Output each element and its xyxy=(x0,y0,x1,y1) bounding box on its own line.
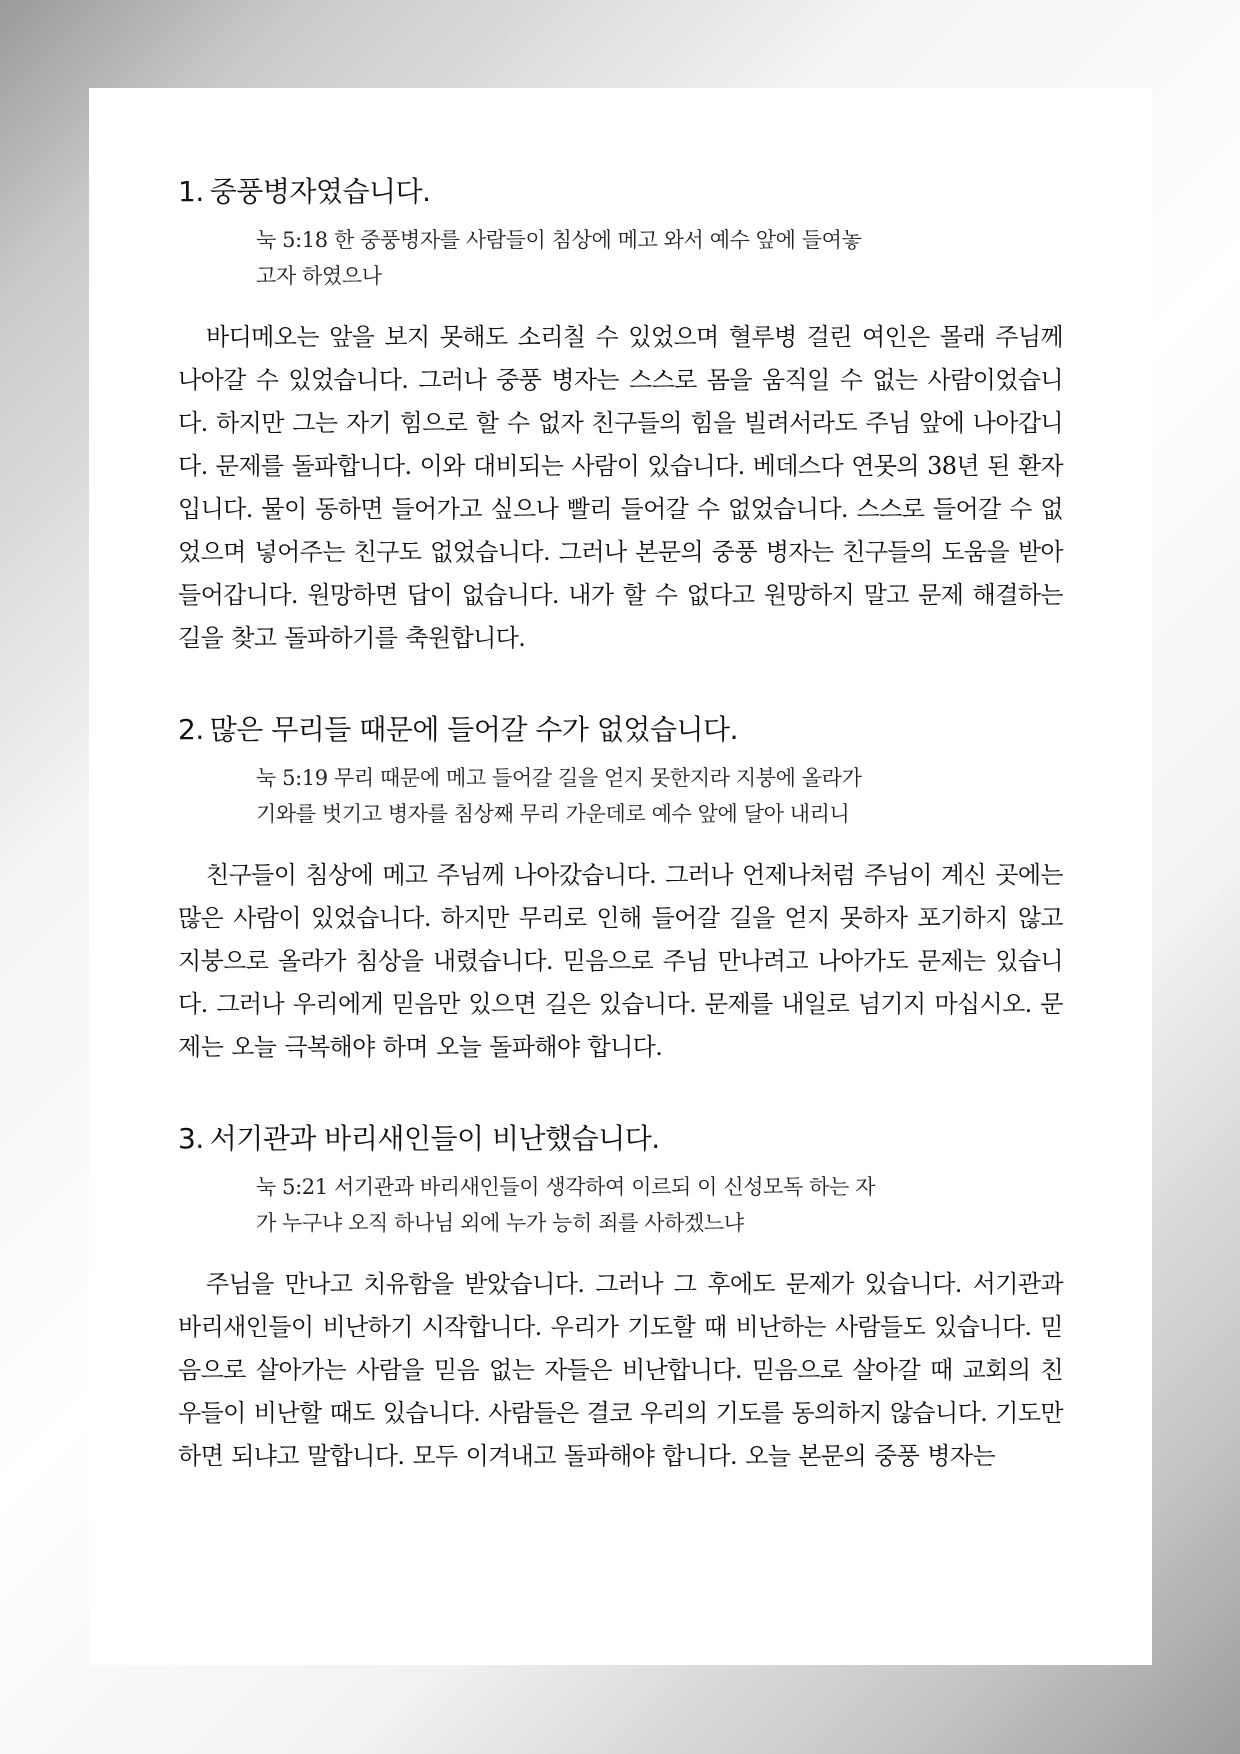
body-paragraph: 친구들이 침상에 메고 주님께 나아갔습니다. 그러나 언제나처럼 주님이 계신 곳에는 많은 사람이 있었습니다. 하지만 무리로 인해 들어갈 길을 얻지 못하자 포기하지 않고 지붕으로 올라가 침상을 내렸습니다. 믿음으로 주님 만나려고 나아가도 문제는 있습니다. 그러나 우리에게 믿음만 있으면 길은 있습니다. 문제를 내일로 넘기지 마십시오. 문제는 오늘 극복해야 하며 오늘 돌파해야 합니다. xyxy=(178,861,1063,1061)
section-number: 3. xyxy=(178,1122,204,1155)
scripture-quote: 눅 5:21 서기관과 바리새인들이 생각하여 이르되 이 신성모독 하는 자가 누구냐 오직 하나님 외에 누가 능히 죄를 사하겠느냐 xyxy=(256,1175,876,1235)
section-heading xyxy=(178,172,1063,212)
document-page xyxy=(89,88,1152,1665)
body-paragraph: 주님을 만나고 치유함을 받았습니다. 그러나 그 후에도 문제가 있습니다. 서기관과 바리새인들이 비난하기 시작합니다. 우리가 기도할 때 비난하는 사람들도 있습니다. 믿음으로 살아가는 사람을 믿음 없는 자들은 비난합니다. 믿음으로 살아갈 때 교회의 친우들이 비난할 때도 있습니다. 사람들은 결코 우리의 기도를 동의하지 않습니다. 기도만 하면 되냐고 말합니다. 모두 이겨내고 돌파해야 합니다. 오늘 본문의 중풍 병자는 xyxy=(178,1270,1063,1470)
body-paragraph: 바디메오는 앞을 보지 못해도 소리칠 수 있었으며 혈루병 걸린 여인은 몰래 주님께 나아갈 수 있었습니다. 그러나 중풍 병자는 스스로 몸을 움직일 수 없는 사람이었습니다. 하지만 그는 자기 힘으로 할 수 없자 친구들의 힘을 빌려서라도 주님 앞에 나아갑니다. 문제를 돌파합니다. 이와 대비되는 사람이 있습니다. 베데스다 연못의 38년 된 환자입니다. 물이 동하면 들어가고 싶으나 빨리 들어갈 수 없었습니다. 스스로 들어갈 수 없었으며 넣어주는 친구도 없었습니다. 그러나 본문의 중풍 병자는 친구들의 도움을 받아 들어갑니다. 원망하면 답이 없습니다. 내가 할 수 없다고 원망하지 말고 문제 해결하는 길을 찾고 돌파하기를 축원합니다. xyxy=(178,323,1063,652)
section-title: 많은 무리들 때문에 들어갈 수가 없었습니다. xyxy=(209,713,738,746)
section-1 xyxy=(178,172,1063,660)
scripture-quote: 눅 5:19 무리 때문에 메고 들어갈 길을 얻지 못한지라 지붕에 올라가 기와를 벗기고 병자를 침상째 무리 가운데로 예수 앞에 달아 내리니 xyxy=(256,766,862,826)
section-2 xyxy=(178,710,1063,1069)
section-title: 서기관과 바리새인들이 비난했습니다. xyxy=(209,1122,660,1155)
section-heading xyxy=(178,1119,1063,1159)
section-title: 중풍병자였습니다. xyxy=(209,175,431,208)
section-3 xyxy=(178,1119,1063,1478)
section-heading xyxy=(178,710,1063,750)
section-number: 2. xyxy=(178,713,204,746)
section-number: 1. xyxy=(178,175,204,208)
scripture-quote: 눅 5:18 한 중풍병자를 사람들이 침상에 메고 와서 예수 앞에 들여놓고자 하였으나 xyxy=(256,228,862,288)
